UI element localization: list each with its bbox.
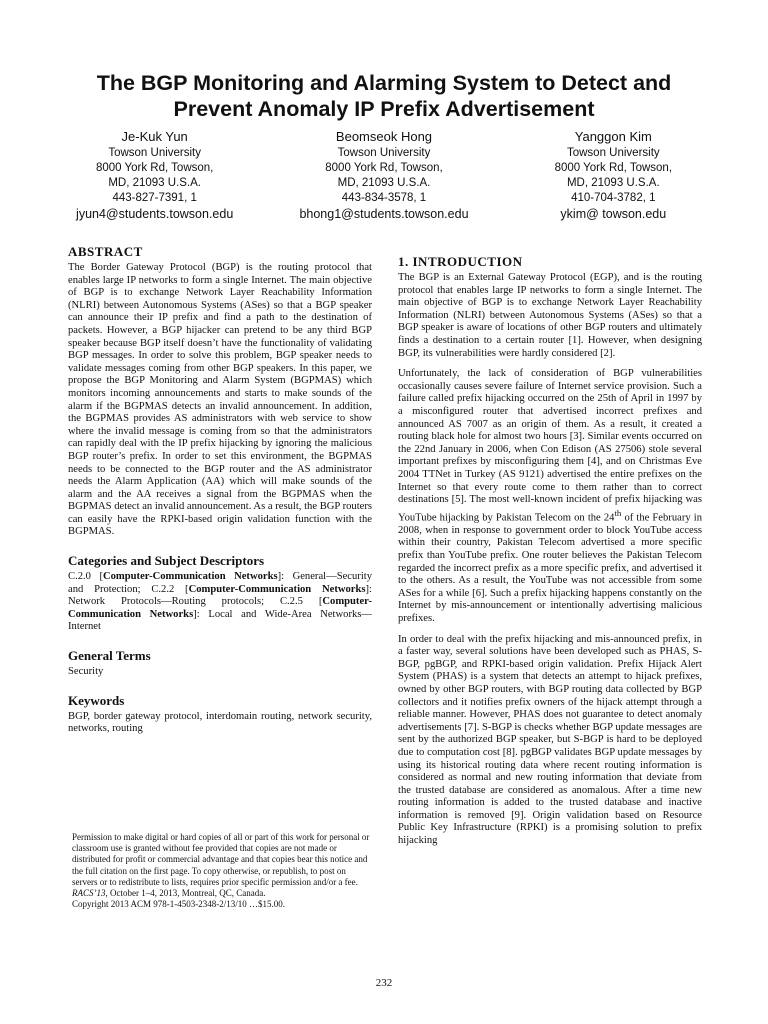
author-address: MD, 21093 U.S.A. <box>337 177 431 189</box>
intro-paragraph-3: In order to deal with the prefix hijacking and mis-announced prefix, in a faster way, several solutions have been developed such as PHAS, S-BGP, pgBGP, and RPKI-based origin validation. Prefix Hijack Alert System (PHAS) is a system that detects an attempt to hijack prefixes, owned by other BGP routers, with BGP routing data collected by BGP collectors and it notifies prefix owners of the hijack attempt through a reliable manner. However, PHAS does not guarantee to detect anomaly advertisements [7]. S-BGP is checks whether BGP update messages are sent by the authorized BGP speaker, but S-BGP is hard to be deployed due to computation cost [8]. pgBGP validates BGP update messages by using its historical routing data where recent routing information is considered as normal and new routing information that deviate from the trusted database are considered as anomalous. After a time new routing information is added to the trusted database and inactive information is removed [9]. Origin validation based on Resource Public Key Infrastructure (RPKI) is a promising solution to prefix hijacking <box>398 633 702 847</box>
author-affiliation: Towson University <box>108 147 201 159</box>
intro-paragraph-1: The BGP is an External Gateway Protocol (EGP), and is the routing protocol that enables large IP networks to form a single Internet. The main objective of BGP is to exchange Network Layer Reachability Information (NLRI) between Autonomous Systems (ASes) so that a BGP speaker is aware of locations of other BGP routers and ultimately finds a destination to a certain router [1]. However, when designing BGP, its vulnerabilities were hardly considered [2]. <box>398 272 702 359</box>
ccs-desc: ]: Network Protocols—Routing protocols; C.2.5 [ <box>68 583 372 608</box>
conference-name: RACS’13 <box>72 888 106 899</box>
paper-title <box>40 70 728 122</box>
ordinal-suffix: th <box>614 507 622 518</box>
abstract-text: The Border Gateway Protocol (BGP) is the routing protocol that enables large IP networks to form a single Internet. The main objective of BGP is to exchange Network Layer Reachability Information (NLRI) between Autonomous Systems (ASes) so that a BGP speaker can announce their IP prefix and find a path to the destination of packets. However, a BGP hijacker can pretend to be any third BGP speaker because BGP itself doesn’t have the functionality of validating BGP messages. In order to solve this problem, BGP speaker needs to validate messages coming from other BGP speakers. In this paper, we propose the BGP Monitoring and Alarm System (BGPMAS) which monitors incoming announcements and starts to make sounds of the alarm if the BGPMAS detects an invalid announcement. In addition, the BGPMAS provides AS administrators with web service to show where the invalid message is coming from so that the administrators can rapidly deal with the IP prefix hijacking by ignoring the malicious BGP router’s prefix. In order to set this environment, the BGPMAS needs to be connected to the BGP router and the AS administrator needs the Alarm Application (AA) which will make sounds of the alarm and the AA receives a signal from the BGPMAS when the BGPMAS detect an invalid announcement. As a result, the BGP routers can easily have the RPKI-based origin validation function with the BGPMAS. <box>68 262 372 538</box>
author-phone: 443-834-3578, 1 <box>341 192 427 204</box>
ccs-code: C.2.0 [ <box>68 571 103 583</box>
general-terms-heading: General Terms <box>68 648 151 664</box>
author-address: 8000 York Rd, Towson, <box>95 162 214 174</box>
author-address: 8000 York Rd, Towson, <box>554 162 673 174</box>
permission-block <box>72 832 372 910</box>
copyright-line: Copyright 2013 ACM 978-1-4503-2348-2/13/10 …$15.00. <box>72 899 285 910</box>
general-terms-text: Security <box>68 666 104 678</box>
author-email: ykim@ towson.edu <box>560 207 667 221</box>
author-email: jyun4@students.towson.edu <box>76 207 234 221</box>
right-column <box>398 244 702 856</box>
author-affiliation: Towson University <box>566 147 660 159</box>
ccs-desc: ]: Local and Wide-Area Networks—Internet <box>68 608 372 633</box>
author-name: Beomseok Hong <box>335 129 433 144</box>
ccs-term: Computer-Communication Networks <box>188 583 366 595</box>
categories-text <box>68 571 372 634</box>
author-1 <box>40 128 269 223</box>
author-address: MD, 21093 U.S.A. <box>566 177 660 189</box>
intro-paragraph-2 <box>398 368 702 625</box>
author-affiliation: Towson University <box>337 147 431 159</box>
title-line-1: The BGP Monitoring and Alarming System to Detect and <box>96 71 672 95</box>
conference-details: , October 1–4, 2013, Montreal, QC, Canada. <box>105 888 266 899</box>
permission-text: Permission to make digital or hard copies of all or part of this work for personal or classroom use is granted without fee provided that copies are not made or distributed for profit or commercial advantage and that copies bear this notice and the full citation on the first page. To copy otherwise, or republish, to post on servers or to redistribute to lists, requires prior specific permission and/or a fee. <box>72 832 370 887</box>
author-name: Je-Kuk Yun <box>121 129 188 144</box>
page-number: 232 <box>375 977 393 989</box>
author-email: bhong1@students.towson.edu <box>299 207 469 221</box>
introduction-heading: 1. INTRODUCTION <box>398 254 523 269</box>
categories-heading: Categories and Subject Descriptors <box>68 553 265 569</box>
author-phone: 410-704-3782, 1 <box>571 192 656 204</box>
keywords-heading: Keywords <box>68 692 125 708</box>
intro-paragraph-2a: Unfortunately, the lack of consideration of BGP vulnerabilities occasionally causes severe failure of Internet service provision. Such a failure called prefix hijacking occurred on the 25th of April in 1997 by a misconfigured router that advertised incorrect prefixes and announced AS 7007 as an origin of them. As a result, it created a routing black hole for almost two hours [3]. Similar events occurred on the 22nd January in 2006, when Con Edison (AS 27506) stole several important prefixes by misconfiguring them [4], and on Christmas Eve 2004 TTNet in Turkey (AS 9121) advertised the entire prefixes on the Internet so that every route come to them rather than to correct destinations [5]. The most well-known incident of prefix hijacking was YouTube hijacking by Pakistan Telecom on the 24 <box>398 368 702 524</box>
author-phone: 443-827-7391, 1 <box>112 192 197 204</box>
author-address: 8000 York Rd, Towson, <box>325 162 443 174</box>
keywords-text: BGP, border gateway protocol, interdomain routing, network security, networks, routing <box>68 710 372 735</box>
author-3 <box>499 128 728 223</box>
intro-paragraph-2b: of the February in 2008, when in response to government order to block YouTube access within their country, Pakistan Telecom advertised a more specific prefix than YouTube prefix. One router believes the Pakistan Telecom regarded the incorrect prefix as a more specific prefix, and advertised it to the others. As a result, the YouTube was not accessible from some ASes for a while [6]. Such a prefix hijacking happens constantly on the Internet by mis-announcement or intentionally advertising malicious prefixes. <box>398 512 702 624</box>
author-2 <box>269 128 498 223</box>
ccs-term: Computer-Communication Networks <box>102 571 278 583</box>
abstract-heading: ABSTRACT <box>68 244 143 259</box>
ccs-term: Computer-Communication Networks <box>68 596 372 620</box>
ccs-desc: ]: General—Security and Protection; C.2.2 [ <box>68 571 373 595</box>
author-block <box>40 128 728 223</box>
author-address: MD, 21093 U.S.A. <box>108 177 201 189</box>
title-line-2: Prevent Anomaly IP Prefix Advertisement <box>173 97 595 121</box>
conference-line <box>72 888 372 899</box>
left-column <box>68 244 372 744</box>
author-name: Yanggon Kim <box>574 129 652 144</box>
